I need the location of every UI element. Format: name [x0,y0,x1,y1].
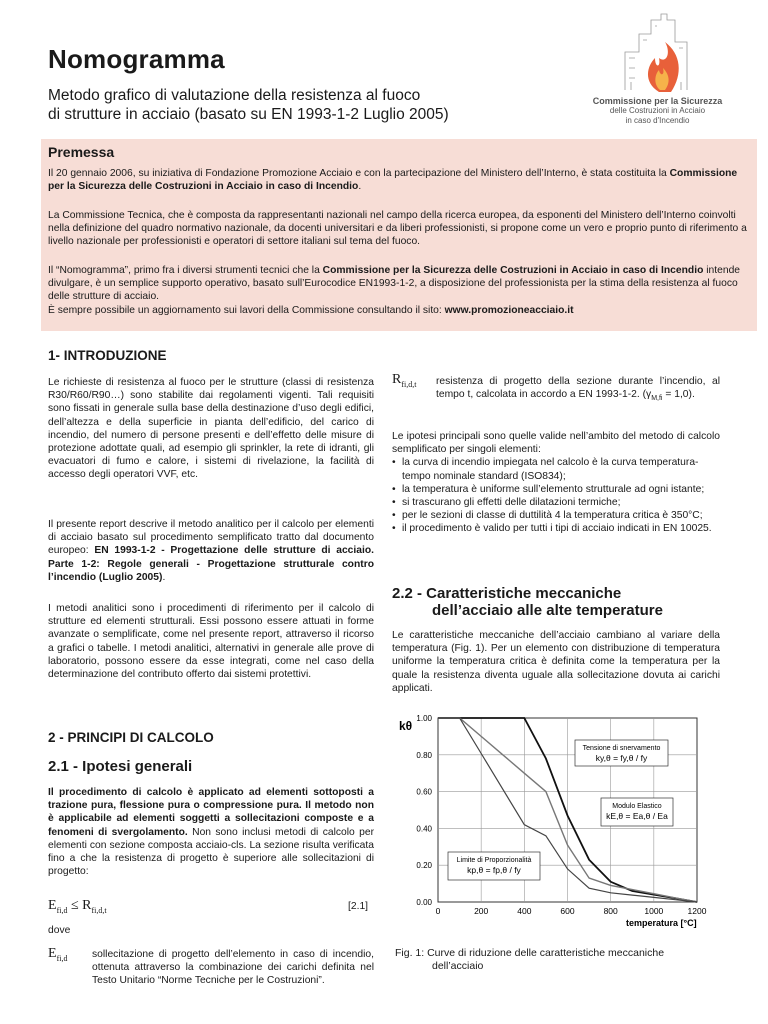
figure-caption [395,947,725,973]
intro-paragraph-1: Le richieste di resistenza al fuoco per le strutture (classi di resistenza R30/R60/R90…) sono stabilite dai regolamenti vigenti. Tali requisiti sono fissati in generale sulla base della destinazione d’uso degli edifici, dell’altezza e della superficie in pianta dell’edificio, del carico di incendio, del numero di persone presenti e dell’effetto delle misure di protezione adottate quali, ad esempio gli sprinkler, la rete di idranti, gli evacuatori di fumo e calore, i sistemi di rivelazione, la facilità di accesso degli operatori VVF, etc. [48,377,374,481]
r-definition [436,375,720,405]
legend-label: Modulo Elastico [612,803,662,810]
text-span: . [358,181,362,193]
legend-formula: ky,θ = fy,θ / fy [595,753,648,763]
caption-line-1: Fig. 1: Curve di riduzione delle caratteristiche meccaniche [395,947,665,959]
text-span: = 1,0). [662,389,695,401]
premessa-paragraph-3 [48,264,748,317]
equation-number: [2.1] [348,901,369,912]
legend-entry [575,740,668,766]
heading-line-1: 2.2 - Caratteristiche meccaniche [392,585,622,602]
premessa-paragraph-2: La Commissione Tecnica, che è composta da rappresentanti nazionali nel campo della ricerca europea, da esponenti del Ministero dell’Interno coinvolti nella definizione del quadro normativo nazionale, da docenti universitari e da liberi professionisti, si propone come un vero e proprio punto di riferimento a livello nazionale per professionisti e operatori di settore italiani sul tema del fuoco. [48,210,747,248]
eq-symbol: R [392,372,402,387]
y-tick-label: 0.60 [416,787,432,797]
x-axis-label: temperatura [°C] [626,918,697,928]
legend-label: Limite di Proporzionalità [456,857,532,864]
e-definition: sollecitazione di progetto dell’elemento in caso di incendio, ottenuta attraverso la combinazione dei carichi definita nel Testo Unitario “Norme Tecniche per le Costruzioni”. [92,949,374,987]
ipotesi-list [392,456,720,535]
intro-heading: 1- INTRODUZIONE [48,348,167,363]
page-subtitle [48,86,508,124]
caratteristiche-heading [392,585,663,619]
reduction-curves-chart [392,708,722,940]
logo-line-2: delle Costruzioni in Acciaio [609,106,706,115]
eq-subscript: fi,d [56,953,68,963]
caption-line-2: dell’acciaio [432,960,484,972]
eq-symbol: E [48,946,57,961]
intro-paragraph-3: I metodi analitici sono i procedimenti di riferimento per il calcolo di strutture ed elementi strutturali. Essi possono essere attuati in forme avanzate o semplificate, come nel presente report, attraverso il ricorso a grafici o tabelle. I metodi analitici, alternativi in generale alle prove di laboratorio, possono essere da esse integrati, come nel caso della determinazione del contributo offerto dai sistemi protettivi. [48,603,374,681]
x-tick-label: 200 [474,906,489,916]
x-tick-label: 600 [560,906,575,916]
logo-line-3: in caso d'Incendio [625,116,690,125]
r-definition-symbol [392,372,416,389]
text-span: resistenza di progetto della sezione durante l’incendio, al tempo t, calcolata in accordo a EN 1993-1-2. (γ [436,376,720,401]
x-tick-label: 1000 [644,906,664,916]
text-span: . [162,571,166,583]
eq-subscript: fi,d [56,905,68,915]
heading-line-2: dell’acciaio alle alte temperature [432,602,663,619]
list-item: • la temperatura è uniforme sull’elemento strutturale ad ogni istante; [392,483,720,496]
y-tick-label: 1.00 [416,714,432,723]
eq-operator: ≤ R [67,898,92,913]
ipotesi-list-block [392,430,720,536]
ipotesi-intro: Le ipotesi principali sono quelle valide nell’ambito del metodo di calcolo semplificato per singoli elementi: [392,431,720,456]
text-span: È sempre possibile un aggiornamento sui lavori della Commissione consultando il sito: [48,304,445,316]
principi-heading: 2 - PRINCIPI DI CALCOLO [48,730,214,745]
page-title: Nomogramma [48,44,225,74]
standard-title: EN 1993-1-2 - Progettazione delle strutture di acciaio. Parte 1-2: Regole generali - Progettazione strutturale contro l’incendio (Luglio 2005) [48,545,374,583]
legend-formula: kE,θ = Ea,θ / Ea [606,811,668,821]
text-span: intende divulgare, è un semplice supporto operativo, basato sull’Eurocodice EN1993-1-2, a disposizione del professionista per la stima della resistenza al fuoco delle strutture di acciaio. [48,265,741,303]
e-definition-symbol [48,946,67,963]
equation-2-1 [48,898,107,915]
y-tick-label: 0.40 [416,824,432,834]
text-span: Non sono inclusi metodi di calcolo per elementi con sezione composta acciaio-cls. La sezione risulta verificata fino a che la resistenza di progetto è superiore alle sollecitazioni di progetto: [48,826,375,878]
text-span: Il “Nomogramma”, primo fra i diversi strumenti tecnici che la [48,265,323,276]
eq-subscript: M,fi [651,395,663,403]
logo-line-1: Commissione per la Sicurezza [592,96,723,106]
principi-paragraph [48,786,374,878]
list-item: • per le sezioni di classe di duttilità 4 la temperatura critica è 350°C; [392,509,720,522]
premessa-box [41,139,757,331]
x-tick-label: 800 [603,906,618,916]
list-item: • la curva di incendio impiegata nel calcolo è la curva temperatura-tempo nominale standard (ISO834); [392,456,720,482]
x-tick-label: 1200 [687,906,707,916]
eq-subscript: fi,d,t [91,905,107,915]
y-tick-label: 0.20 [416,861,432,871]
x-tick-label: 0 [435,906,441,916]
dove-label: dove [48,925,71,936]
premessa-paragraph-1 [48,167,748,193]
text-span: Il 20 gennaio 2006, su iniziativa di Fondazione Promozione Acciaio e con la partecipazione del Ministero dell’Interno, è stata costituita la [48,168,670,179]
y-axis-label: kθ [399,719,413,733]
subtitle-line-1: Metodo grafico di valutazione della resistenza al fuoco [48,87,421,104]
caratteristiche-paragraph: Le caratteristiche meccaniche dell’acciaio cambiano al variare della temperatura (Fig. 1). Per un elemento con distribuzione di temperatura uniforme la temperatura critica è definita come la temperatura per la quale la resistenza diventa uguale alla sollecitazione dovuta ai carichi applicati. [392,630,720,694]
eq-subscript: fi,d,t [401,379,417,389]
legend-label: Tensione di snervamento [582,745,661,752]
x-tick-label: 400 [517,906,532,916]
list-item: • si trascurano gli effetti delle dilatazioni termiche; [392,496,720,509]
commission-name: Commissione per la Sicurezza delle Costruzioni in Acciaio in caso di Incendio [322,265,704,276]
subtitle-line-2: di strutture in acciaio (basato su EN 1993-1-2 Luglio 2005) [48,106,449,123]
website-link[interactable]: www.promozioneacciaio.it [444,304,574,316]
premessa-heading: Premessa [48,144,115,160]
y-tick-label: 0.80 [416,750,432,760]
intro-paragraph-2 [48,518,374,584]
legend-entry [601,798,673,826]
legend-entry [448,852,540,880]
list-item: • il procedimento è valido per tutti i tipi di acciaio indicati in EN 10025. [392,522,720,535]
ipotesi-generali-heading: 2.1 - Ipotesi generali [48,758,193,775]
text-span: Il presente report descrive il metodo analitico per il calcolo per elementi di acciaio basato sul procedimento semplificato tratto dal documento europeo: [48,519,374,557]
y-tick-label: 0.00 [416,898,432,907]
eq-symbol: E [48,898,57,913]
legend-formula: kp,θ = fp,θ / fy [467,865,521,875]
commission-name: Commissione per la Sicurezza delle Costruzioni in Acciaio in caso di Incendio [48,168,738,193]
principi-bold-text: Il procedimento di calcolo è applicato ad elementi sottoposti a trazione pura, flessione pura o compressione pura. Il metodo non è applicabile ad elementi soggetti a sollecitazioni composte e a fenomeni di svergolamento. [48,787,374,838]
logo-caption [560,96,755,126]
